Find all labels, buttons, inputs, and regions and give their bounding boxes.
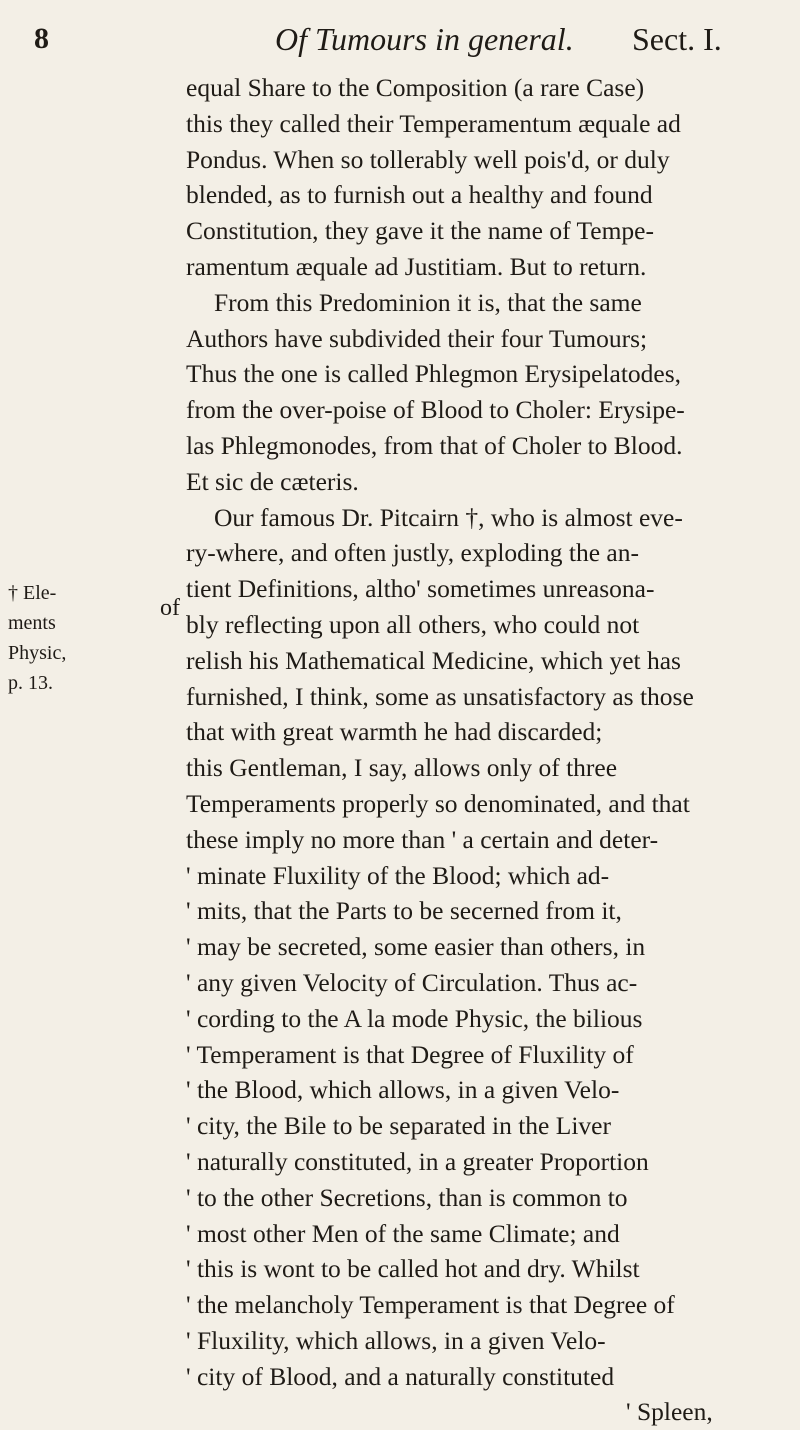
text-line: ' naturally constituted, in a greater Proportion <box>186 1146 649 1176</box>
text-line: tient Definitions, altho' sometimes unreasona- <box>186 574 655 604</box>
section-label: Sect. I. <box>632 21 722 57</box>
text-line: this they called their Temperamentum æquale ad <box>186 108 681 138</box>
text-line: blended, as to furnish out a healthy and found <box>186 180 653 210</box>
text-line: this Gentleman, I say, allows only of three <box>186 753 618 783</box>
text-line: relish his Mathematical Medicine, which yet has <box>186 645 681 675</box>
text-line: ' the melancholy Temperament is that Degree of <box>186 1290 675 1320</box>
text-line: these imply no more than ' a certain and deter- <box>186 824 659 854</box>
text-line: Thus the one is called Phlegmon Erysipelatodes, <box>186 359 682 389</box>
text-line: ' minate Fluxility of the Blood; which ad- <box>186 860 610 890</box>
margin-of-word: of <box>160 595 180 621</box>
text-line: equal Share to the Composition (a rare Case) <box>186 73 645 102</box>
text-line: furnished, I think, some as unsatisfactory as those <box>186 681 694 711</box>
text-line: ' this is wont to be called hot and dry. Whilst <box>186 1254 640 1284</box>
text-line: ' may be secreted, some easier than others, in <box>186 932 646 962</box>
text-line: ' most other Men of the same Climate; and <box>186 1218 620 1248</box>
text-line: that with great warmth he had discarded; <box>186 717 603 747</box>
text-line: ' Temperament is that Degree of Fluxility of <box>186 1039 634 1069</box>
text-line: ' city, the Bile to be separated in the Liver <box>186 1111 611 1141</box>
text-line: ' to the other Secretions, than is common to <box>186 1182 628 1212</box>
text-line: from the over-poise of Blood to Choler: Erysipe- <box>186 395 685 425</box>
margin-note-line: p. 13. <box>8 672 53 694</box>
text-line: ' the Blood, which allows, in a given Velo- <box>186 1075 620 1105</box>
text-line: ' cording to the A la mode Physic, the bilious <box>186 1003 643 1033</box>
text-line: ' Spleen, <box>626 1397 713 1427</box>
text-line: ' Fluxility, which allows, in a given Velo- <box>186 1325 606 1355</box>
margin-note <box>8 578 68 698</box>
text-line: ' any given Velocity of Circulation. Thus ac- <box>186 967 638 997</box>
text-line: ' mits, that the Parts to be secerned from it, <box>186 896 622 926</box>
text-line: Temperaments properly so denominated, and that <box>186 788 690 818</box>
text-line: ramentum æquale ad Justitiam. But to return. <box>186 251 647 281</box>
page-number: 8 <box>34 22 49 55</box>
text-line: Authors have subdivided their four Tumours; <box>186 323 648 353</box>
margin-note-line: ments <box>8 612 56 634</box>
page-header <box>0 14 800 64</box>
text-line: ' city of Blood, and a naturally constituted <box>186 1361 615 1391</box>
text-line: From this Predominion it is, that the same <box>214 287 642 317</box>
text-line: Our famous Dr. Pitcairn †, who is almost eve- <box>214 502 683 532</box>
text-line: Constitution, they gave it the name of Tempe- <box>186 216 654 246</box>
text-line: bly reflecting upon all others, who could not <box>186 609 640 639</box>
running-title: Of Tumours in general. <box>275 21 574 57</box>
text-line: Pondus. When so tollerably well pois'd, or duly <box>186 144 670 174</box>
text-line: ry-where, and often justly, exploding the an- <box>186 538 639 568</box>
margin-note-line: Physic, <box>8 642 67 664</box>
text-line: las Phlegmonodes, from that of Choler to Blood. <box>186 430 683 460</box>
body-text <box>186 70 784 1430</box>
margin-note-line: † Ele- <box>8 582 57 604</box>
text-line: Et sic de cæteris. <box>186 466 359 496</box>
